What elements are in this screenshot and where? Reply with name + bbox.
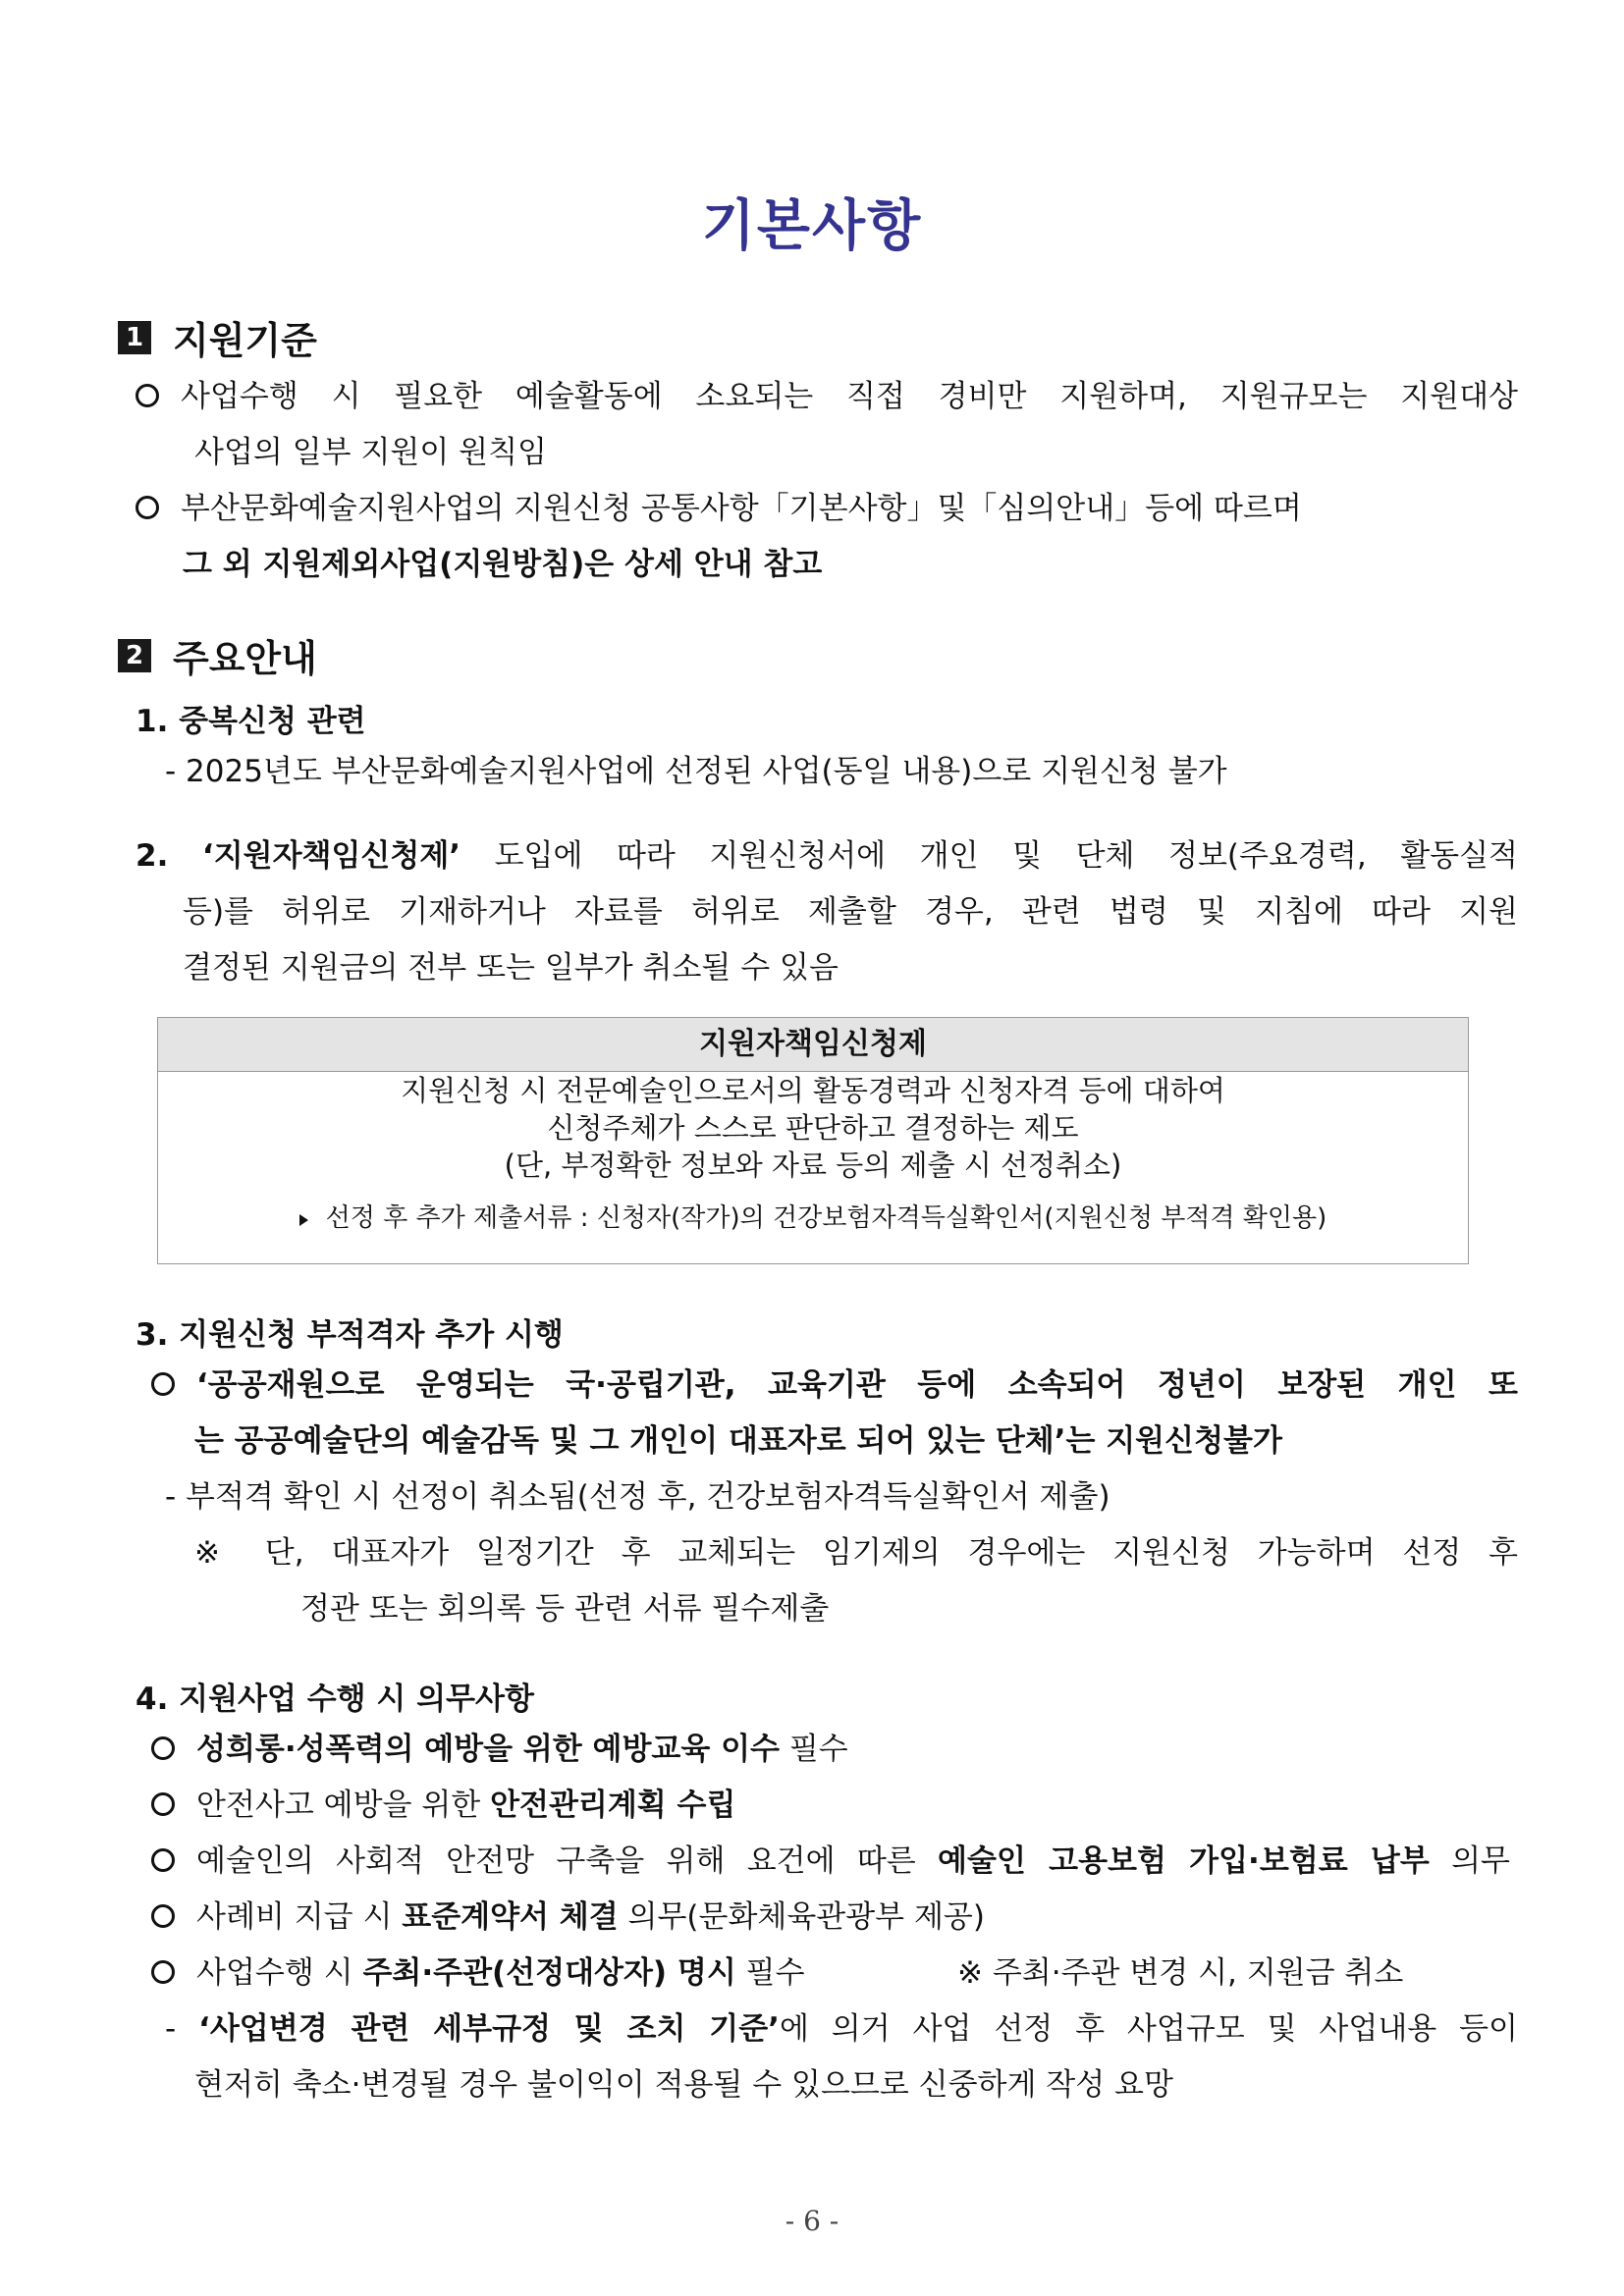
circle-bullet-icon <box>135 496 159 519</box>
item3-note-line1: ※ 단, 대표자가 일정기간 후 교체되는 임기제의 경우에는 지원신청 가능하며 선정 후 <box>194 1535 1518 1571</box>
item1-line1: - 2025년도 부산문화예술지원사업에 선정된 사업(동일 내용)으로 지원신청 불가 <box>165 754 1227 789</box>
item4-obligation-4: 사례비 지급 시 표준계약서 체결 의무(문화체육관광부 제공) <box>151 1897 985 1937</box>
circle-bullet-icon <box>151 1736 175 1760</box>
item4-dash-line1: - ‘사업변경 관련 세부규정 및 조치 기준’에 의거 사업 선정 후 사업규모 및 사업내용 등이 <box>165 2011 1518 2047</box>
item2-line1: 2. ‘지원자책임신청제’ 도입에 따라 지원신청서에 개인 및 단체 정보(주요경력, 활동실적 <box>135 838 1519 874</box>
section-heading-1 <box>118 310 317 364</box>
section-title-1: 지원기준 <box>173 319 317 362</box>
info-box-line2: 신청주체가 스스로 판단하고 결정하는 제도 <box>547 1111 1079 1145</box>
info-box-title: 지원자책임신청제 <box>158 1018 1468 1072</box>
section1-bullet2-line1: 부산문화예술지원사업의 지원신청 공통사항「기본사항」및「심의안내」등에 따르며 <box>135 489 1302 528</box>
info-box-line1: 지원신청 시 전문예술인으로서의 활동경력과 신청자격 등에 대하여 <box>401 1074 1225 1107</box>
section1-bullet2-line2: 그 외 지원제외사업(지원방침)은 상세 안내 참고 <box>183 547 823 582</box>
item3-title: 3. 지원신청 부적격자 추가 시행 <box>135 1317 564 1353</box>
item2-line2: 등)를 허위로 기재하거나 자료를 허위로 제출할 경우, 관련 법령 및 지침에 따라 지원 <box>183 894 1518 930</box>
item4-obligation-2: 안전사고 예방을 위한 안전관리계획 수립 <box>151 1786 735 1825</box>
item4-obligation-5: 사업수행 시 주최·주관(선정대상자) 명시 필수 <box>151 1953 805 1993</box>
circle-bullet-icon <box>151 1792 175 1816</box>
circle-bullet-icon <box>151 1904 175 1928</box>
item3-bullet-line2: 는 공공예술단의 예술감독 및 그 개인이 대표자로 되어 있는 단체’는 지원신청불가 <box>194 1423 1282 1459</box>
item3-dash-line: - 부적격 확인 시 선정이 취소됨(선정 후, 건강보험자격득실확인서 제출) <box>165 1479 1110 1515</box>
item4-title: 4. 지원사업 수행 시 의무사항 <box>135 1682 534 1717</box>
item1-title: 1. 중복신청 관련 <box>135 704 366 739</box>
item4-obligation-1: 성희롱·성폭력의 예방을 위한 예방교육 이수 필수 <box>151 1730 848 1769</box>
circle-bullet-icon <box>151 1960 175 1984</box>
item3-bullet-line1: ‘공공재원으로 운영되는 국·공립기관, 교육기관 등에 소속되어 정년이 보장된 개인 또 <box>151 1365 1518 1405</box>
page-title: 기본사항 <box>701 194 923 258</box>
item4-obligation-3: 예술인의 사회적 안전망 구축을 위해 요건에 따른 예술인 고용보험 가입·보험료 납부 의무 <box>151 1842 1510 1881</box>
circle-bullet-icon <box>151 1372 175 1396</box>
circle-bullet-icon <box>151 1848 175 1872</box>
item2-line3: 결정된 지원금의 전부 또는 일부가 취소될 수 있음 <box>183 950 839 986</box>
section1-bullet1-line1: 사업수행 시 필요한 예술활동에 소요되는 직접 경비만 지원하며, 지원규모는 지원대상 <box>135 377 1518 416</box>
item4-obligation-5-note: ※ 주최·주관 변경 시, 지원금 취소 <box>957 1955 1404 1991</box>
info-box <box>157 1017 1469 1264</box>
triangle-bullet-icon <box>299 1214 308 1226</box>
section-number-1: 1 <box>118 321 151 354</box>
section-title-2: 주요안내 <box>173 637 317 680</box>
circle-bullet-icon <box>135 384 159 407</box>
item4-dash-line2: 현저히 축소·변경될 경우 불이익이 적용될 수 있으므로 신중하게 작성 요망 <box>194 2067 1173 2103</box>
info-box-line3: (단, 부정확한 정보와 자료 등의 제출 시 선정취소) <box>504 1148 1122 1182</box>
section-heading-2 <box>118 628 317 682</box>
section1-bullet1-line2: 사업의 일부 지원이 원칙임 <box>194 435 547 470</box>
info-box-note: 선정 후 추가 제출서류 : 신청자(작가)의 건강보험자격득실확인서(지원신청 부적격 확인용) <box>158 1201 1468 1235</box>
page-number: - 6 - <box>785 2205 839 2237</box>
section-number-2: 2 <box>118 639 151 672</box>
item3-note-line2: 정관 또는 회의록 등 관련 서류 필수제출 <box>300 1591 830 1627</box>
